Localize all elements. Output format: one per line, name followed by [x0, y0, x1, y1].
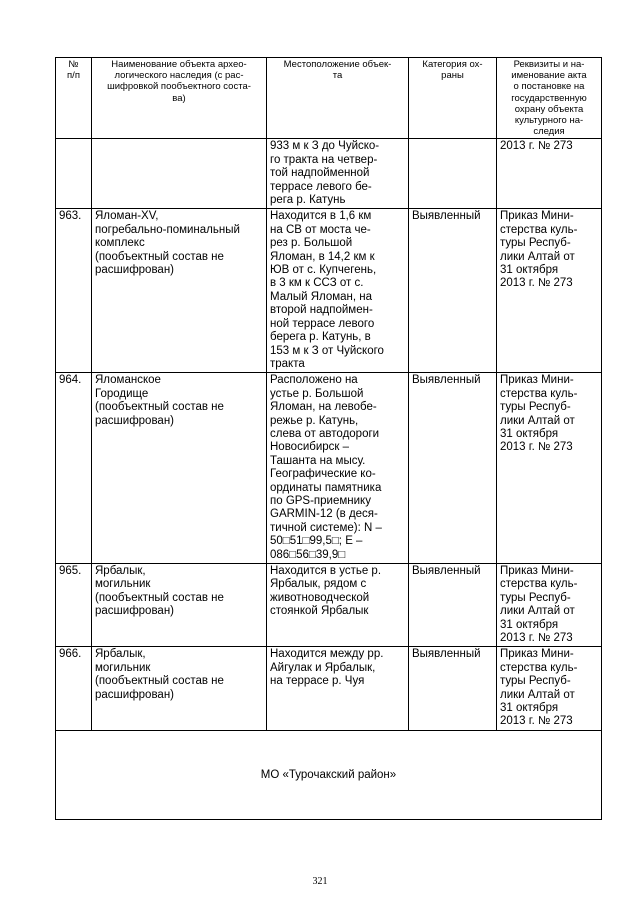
monuments-table: [55, 57, 602, 820]
row-number: 964.: [56, 373, 92, 564]
protection-category: Выявленный: [409, 373, 497, 564]
protection-category: Выявленный: [409, 564, 497, 647]
page-number: 321: [312, 876, 328, 887]
section-row: [56, 730, 602, 819]
row-number: [56, 139, 92, 209]
header-number: № п/п: [56, 58, 92, 139]
header-object-name: Наименование объекта архео- логического наследия (с рас- шифровкой пообъектного соста- ва): [92, 58, 267, 139]
act-details: Приказ Мини- стерства куль- туры Респуб- лики Алтай от 31 октября 2013 г. № 273: [497, 373, 602, 564]
object-name: [92, 139, 267, 209]
table-row: [56, 209, 602, 373]
object-location: Находится между рр. Айгулак и Ярбалык, на террасе р. Чуя: [267, 647, 409, 730]
section-title: МО «Турочакский район»: [56, 730, 602, 819]
row-number: 963.: [56, 209, 92, 373]
table-row: [56, 647, 602, 730]
object-location: Расположено на устье р. Большой Яломан, на левобе- режье р. Катунь, слева от автодороги Новосибирск – Ташанта на мысу. Географические ко- ординаты памятника по GPS-приемнику GARMIN-12 (в деся- тичной системе): N – 50□51□99,5□; Е – 086□56□39,9□: [267, 373, 409, 564]
row-number: 966.: [56, 647, 92, 730]
protection-category: Выявленный: [409, 647, 497, 730]
object-name: Ярбалык, могильник (пообъектный состав не расшифрован): [92, 564, 267, 647]
object-name: Ярбалык, могильник (пообъектный состав не расшифрован): [92, 647, 267, 730]
protection-category: Выявленный: [409, 209, 497, 373]
act-details: 2013 г. № 273: [497, 139, 602, 209]
object-location: 933 м к З до Чуйско- го тракта на четвер- той надпойменной террасе левого бе- рега р. Катунь: [267, 139, 409, 209]
table-header-row: [56, 58, 602, 139]
protection-category: [409, 139, 497, 209]
object-name: Яломан-XV, погребально-поминальный комплекс (пообъектный состав не расшифрован): [92, 209, 267, 373]
header-act-details: Реквизиты и на- именование акта о постановке на государственную охрану объекта культурного на- следия: [497, 58, 602, 139]
object-location: Находится в устье р. Ярбалык, рядом с животноводческой стоянкой Ярбалык: [267, 564, 409, 647]
header-location: Местоположение объек- та: [267, 58, 409, 139]
object-location: Находится в 1,6 км на СВ от моста че- рез р. Большой Яломан, в 14,2 км к ЮВ от с. Купчегень, в 3 км к ССЗ от с. Малый Яломан, на второй надпоймен- ной террасе левого берега р. Катунь, в 153 м к З от Чуйского тракта: [267, 209, 409, 373]
object-name: Яломанское Городище (пообъектный состав не расшифрован): [92, 373, 267, 564]
row-number: 965.: [56, 564, 92, 647]
act-details: Приказ Мини- стерства куль- туры Респуб- лики Алтай от 31 октября 2013 г. № 273: [497, 647, 602, 730]
table-row: [56, 373, 602, 564]
act-details: Приказ Мини- стерства куль- туры Респуб- лики Алтай от 31 октября 2013 г. № 273: [497, 209, 602, 373]
header-protection-category: Категория ох- раны: [409, 58, 497, 139]
act-details: Приказ Мини- стерства куль- туры Респуб- лики Алтай от 31 октября 2013 г. № 273: [497, 564, 602, 647]
table-row: [56, 564, 602, 647]
table-row: [56, 139, 602, 209]
